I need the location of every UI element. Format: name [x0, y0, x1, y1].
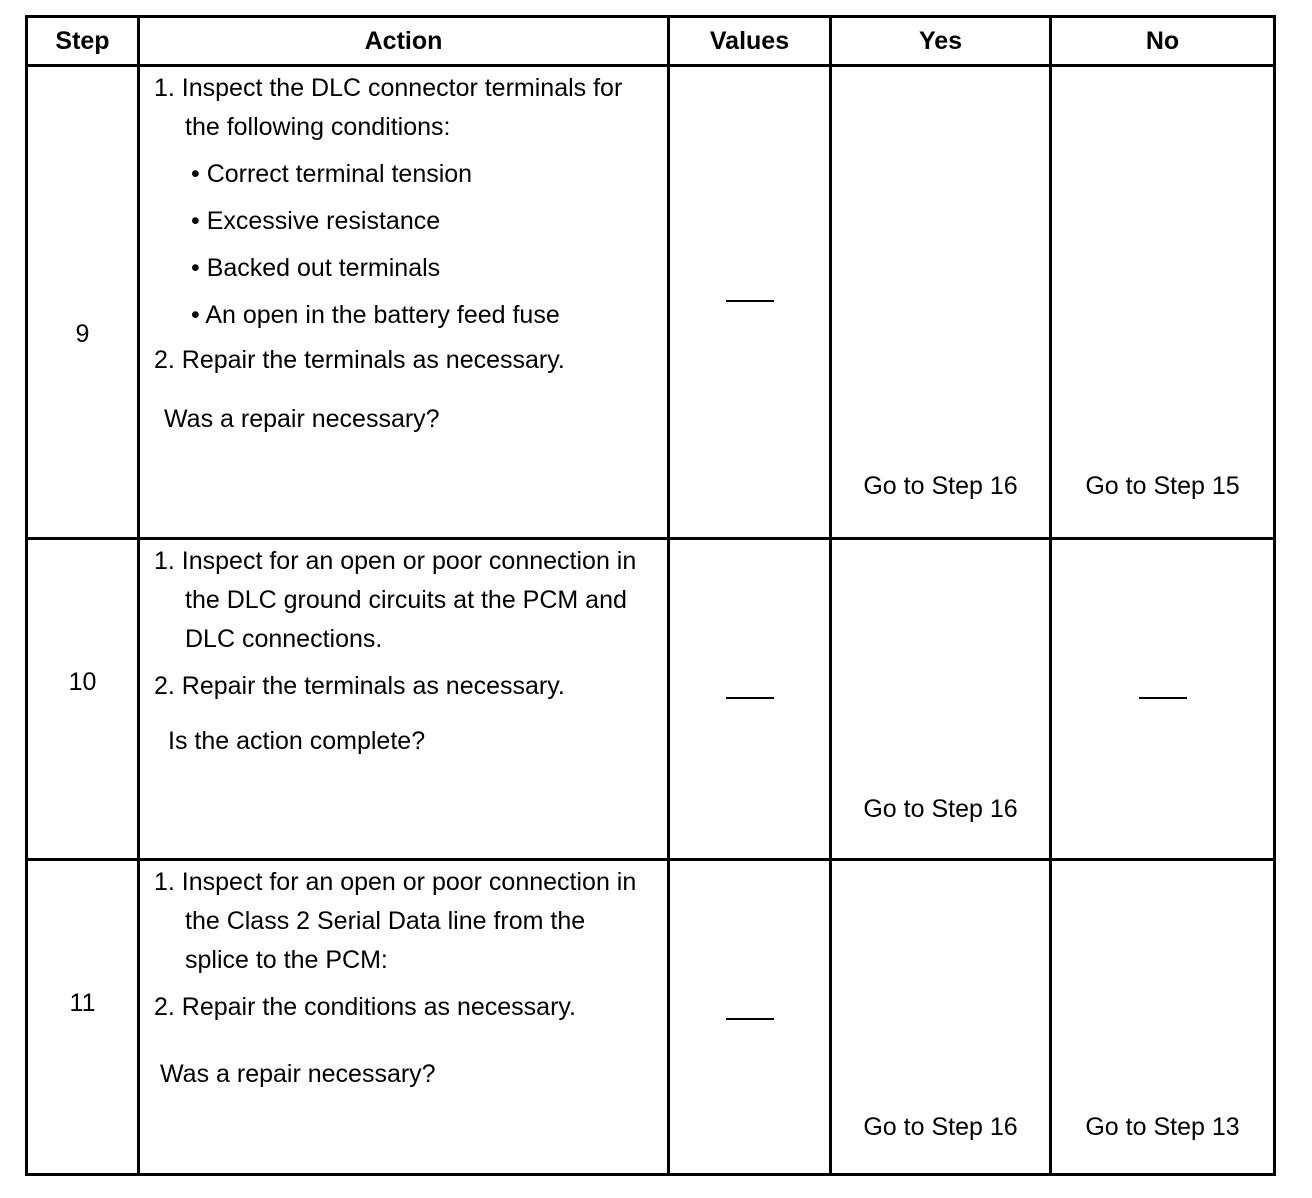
table-row — [27, 66, 1275, 539]
header-row — [27, 17, 1275, 66]
action-question: Was a repair necessary? — [164, 405, 440, 433]
action-question: Is the action complete? — [168, 727, 426, 755]
step-number: 10 — [68, 668, 97, 696]
no-target: Go to Step 13 — [1085, 1113, 1240, 1141]
values-dash — [726, 697, 774, 699]
bullet-item: • Backed out terminals — [191, 254, 441, 282]
header-yes: Yes — [831, 17, 1051, 66]
step-number: 9 — [75, 320, 90, 348]
action-question: Was a repair necessary? — [160, 1060, 436, 1088]
action-item: 1. Inspect the DLC connector terminals for the following conditions: — [154, 74, 623, 141]
action-item: 2. Repair the conditions as necessary. — [154, 993, 576, 1021]
bullet-item: • Correct terminal tension — [191, 160, 473, 188]
values-dash — [726, 1018, 774, 1020]
action-cell — [139, 66, 669, 539]
table-row — [27, 860, 1275, 1175]
yes-cell — [831, 539, 1051, 860]
no-target: Go to Step 15 — [1085, 472, 1240, 500]
bullet-item: • An open in the battery feed fuse — [191, 301, 560, 329]
action-cell — [139, 539, 669, 860]
no-dash — [1139, 697, 1187, 699]
yes-target: Go to Step 16 — [863, 1113, 1018, 1141]
action-item: 2. Repair the terminals as necessary. — [154, 346, 565, 374]
yes-target: Go to Step 16 — [863, 795, 1018, 823]
bullet-item: • Excessive resistance — [191, 207, 441, 235]
action-cell — [139, 860, 669, 1175]
action-item: 2. Repair the terminals as necessary. — [154, 672, 565, 700]
step-cell — [27, 66, 139, 539]
no-cell — [1051, 860, 1275, 1175]
header-values: Values — [669, 17, 831, 66]
diagnostic-table — [25, 15, 1276, 1176]
values-cell — [669, 539, 831, 860]
no-cell — [1051, 539, 1275, 860]
yes-target: Go to Step 16 — [863, 472, 1018, 500]
yes-cell — [831, 66, 1051, 539]
step-cell — [27, 539, 139, 860]
action-item: 1. Inspect for an open or poor connection in the DLC ground circuits at the PCM and DLC connections. — [154, 547, 637, 653]
header-no: No — [1051, 17, 1275, 66]
values-cell — [669, 66, 831, 539]
no-cell — [1051, 66, 1275, 539]
header-action: Action — [139, 17, 669, 66]
step-number: 11 — [69, 989, 96, 1017]
header-step: Step — [27, 17, 139, 66]
table-row — [27, 539, 1275, 860]
values-dash — [726, 300, 774, 302]
values-cell — [669, 860, 831, 1175]
yes-cell — [831, 860, 1051, 1175]
step-cell — [27, 860, 139, 1175]
action-item: 1. Inspect for an open or poor connection in the Class 2 Serial Data line from the splice to the PCM: — [154, 868, 637, 974]
